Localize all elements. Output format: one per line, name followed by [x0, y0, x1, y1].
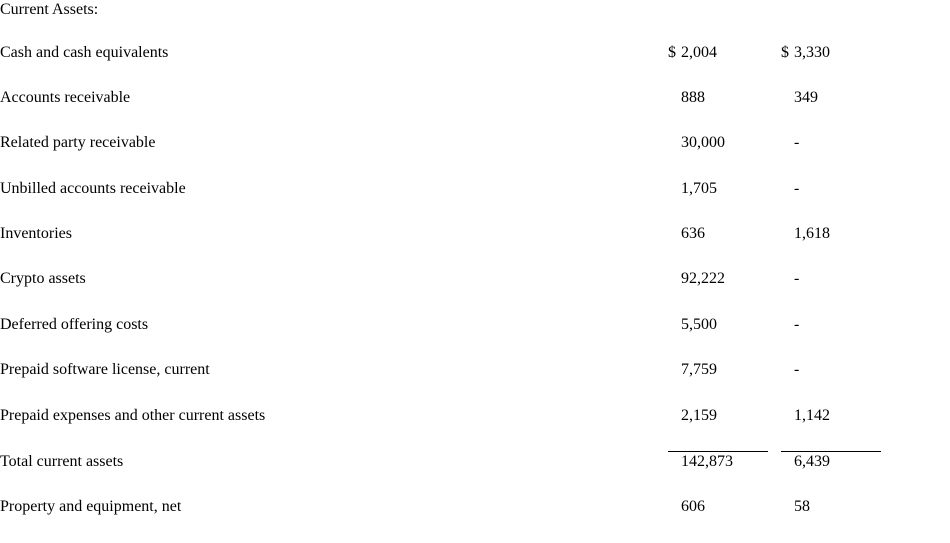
value-col1	[668, 269, 768, 314]
value-text: -	[794, 270, 800, 288]
column-gap	[768, 224, 781, 269]
table-row	[0, 179, 950, 224]
value-text: 888	[681, 88, 705, 106]
column-gap	[768, 315, 781, 360]
value-col1	[668, 224, 768, 269]
row-label: Prepaid expenses and other current assets	[0, 406, 266, 424]
value-text: 142,873	[681, 453, 733, 471]
column-gap	[768, 497, 781, 542]
column-gap	[768, 0, 781, 43]
row-label: Property and equipment, net	[0, 498, 182, 516]
value-col2	[781, 406, 881, 452]
value-col2	[781, 224, 881, 269]
row-label: Crypto assets	[0, 270, 86, 288]
value-col2	[781, 360, 881, 405]
right-margin	[881, 179, 950, 224]
column-gap	[768, 452, 781, 498]
row-label: Current Assets:	[0, 1, 99, 18]
value-text: 7,759	[681, 361, 717, 379]
value-col1	[668, 315, 768, 360]
value-text: -	[794, 361, 800, 379]
table-row-section-header	[0, 0, 950, 43]
value-col1	[668, 43, 768, 88]
value-col2	[781, 0, 881, 43]
row-label: Cash and cash equivalents	[0, 43, 169, 61]
row-label: Unbilled accounts receivable	[0, 179, 186, 197]
currency-symbol: $	[668, 43, 676, 61]
value-col1	[668, 0, 768, 43]
value-text: 2,159	[681, 406, 717, 424]
table-row	[0, 88, 950, 133]
table-row	[0, 315, 950, 360]
value-text: 92,222	[681, 270, 725, 288]
right-margin	[881, 497, 950, 542]
value-text: 349	[794, 88, 818, 106]
column-gap	[768, 88, 781, 133]
value-col2	[781, 133, 881, 178]
value-col1	[668, 452, 768, 498]
table-row	[0, 224, 950, 269]
value-col1	[668, 406, 768, 452]
row-label: Related party receivable	[0, 134, 156, 152]
column-gap	[768, 43, 781, 88]
value-col2	[781, 269, 881, 314]
value-text: 5,500	[681, 315, 717, 333]
table-row	[0, 43, 950, 88]
column-gap	[768, 360, 781, 405]
row-label: Deferred offering costs	[0, 315, 149, 333]
row-label: Total current assets	[0, 452, 124, 470]
value-text: -	[794, 315, 800, 333]
right-margin	[881, 315, 950, 360]
table-row	[0, 497, 950, 542]
table-row	[0, 133, 950, 178]
value-col2	[781, 315, 881, 360]
right-margin	[881, 0, 950, 43]
value-text: 58	[794, 498, 810, 516]
table-row	[0, 406, 950, 452]
value-col2	[781, 88, 881, 133]
value-col2	[781, 179, 881, 224]
value-col1	[668, 360, 768, 405]
value-col1	[668, 497, 768, 542]
column-gap	[768, 269, 781, 314]
value-text: -	[794, 134, 800, 152]
right-margin	[881, 43, 950, 88]
value-col2	[781, 452, 881, 498]
right-margin	[881, 360, 950, 405]
value-text: 1,705	[681, 179, 717, 197]
right-margin	[881, 406, 950, 452]
column-gap	[768, 406, 781, 452]
value-col1	[668, 133, 768, 178]
table-row-total	[0, 452, 950, 498]
value-text: 6,439	[794, 453, 830, 471]
value-text: 636	[681, 225, 705, 243]
table-row	[0, 360, 950, 405]
column-gap	[768, 179, 781, 224]
row-label: Prepaid software license, current	[0, 361, 210, 379]
table-row	[0, 269, 950, 314]
value-text: 3,330	[794, 43, 830, 61]
right-margin	[881, 88, 950, 133]
value-text: 1,618	[794, 225, 830, 243]
right-margin	[881, 452, 950, 498]
value-text: 606	[681, 498, 705, 516]
right-margin	[881, 224, 950, 269]
right-margin	[881, 133, 950, 178]
column-gap	[768, 133, 781, 178]
value-text: 30,000	[681, 134, 725, 152]
value-col1	[668, 179, 768, 224]
value-col2	[781, 497, 881, 542]
row-label: Inventories	[0, 225, 72, 243]
value-text: -	[794, 179, 800, 197]
value-text: 1,142	[794, 406, 830, 424]
row-label: Accounts receivable	[0, 88, 131, 106]
right-margin	[881, 269, 950, 314]
value-col1	[668, 88, 768, 133]
value-text: 2,004	[681, 43, 717, 61]
value-col2	[781, 43, 881, 88]
currency-symbol: $	[781, 43, 789, 61]
